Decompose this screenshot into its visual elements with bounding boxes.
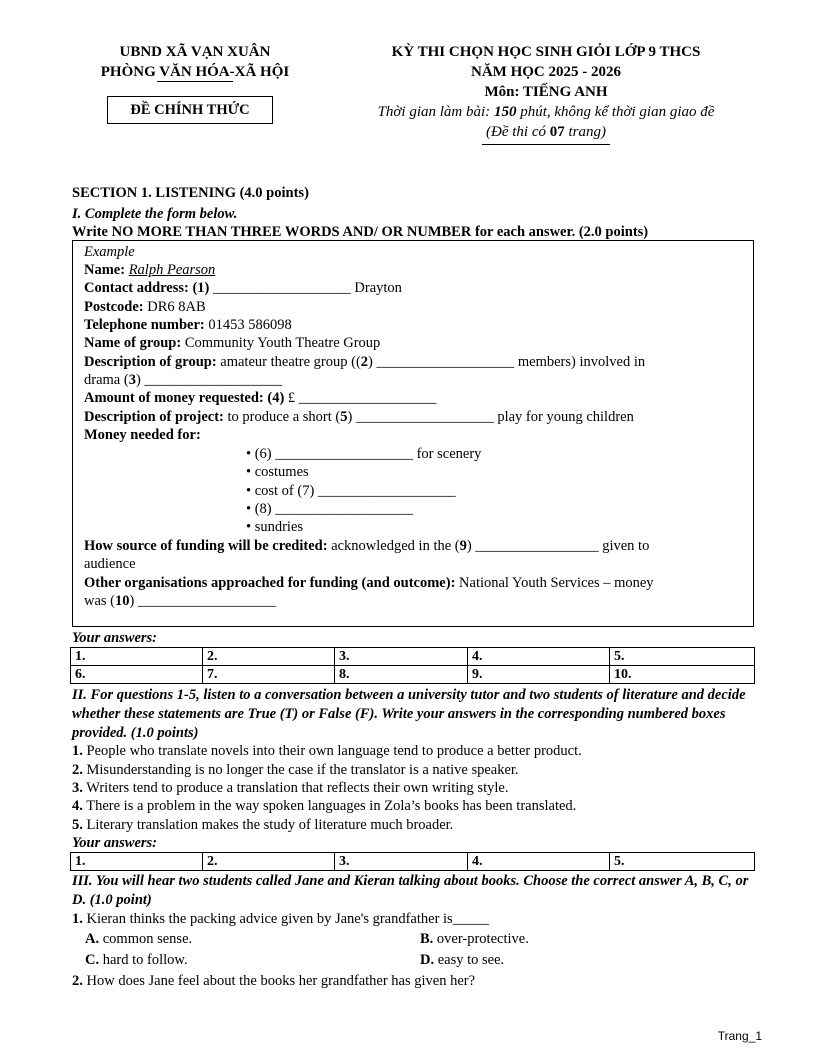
subject: Môn: TIẾNG ANH bbox=[484, 84, 608, 100]
form-name: Name: Ralph Pearson bbox=[84, 262, 216, 278]
answer-table-1 bbox=[70, 647, 755, 684]
needed-item: • costumes bbox=[246, 464, 309, 480]
form-postcode: Postcode: DR6 8AB bbox=[84, 299, 206, 315]
form-credit-cont: audience bbox=[84, 556, 136, 572]
form-other-cont: was (10) ___________________ bbox=[84, 593, 276, 609]
tf-statement: 3. Writers tend to produce a translation that reflects their own writing style. bbox=[72, 780, 509, 796]
part1-instruction: Write NO MORE THAN THREE WORDS AND/ OR NUMBER for each answer. (2.0 points) bbox=[72, 224, 649, 240]
answer-cell[interactable]: 5. bbox=[610, 648, 755, 666]
needed-item: • cost of (7) ___________________ bbox=[246, 483, 456, 499]
answer-cell[interactable]: 5. bbox=[610, 853, 755, 871]
form-contact: Contact address: (1) ___________________ Drayton bbox=[84, 280, 402, 296]
part1-title: I. Complete the form below. bbox=[72, 206, 238, 222]
answer-cell[interactable]: 10. bbox=[610, 666, 755, 684]
form-drama: drama (3) ___________________ bbox=[84, 372, 283, 388]
form-credit: How source of funding will be credited: acknowledged in the (9) _________________ given to bbox=[84, 538, 650, 554]
tf-statement: 2. Misunderstanding is no longer the case if the translator is a native speaker. bbox=[72, 762, 519, 778]
form-box bbox=[72, 240, 754, 627]
mc-question: 1. Kieran thinks the packing advice given by Jane's grandfather is_____ bbox=[72, 911, 489, 927]
authority-underline bbox=[157, 81, 233, 82]
authority-line-2: PHÒNG VĂN HÓA-XÃ HỘI bbox=[100, 64, 290, 80]
form-money-needed: Money needed for: bbox=[84, 427, 201, 443]
answer-table-2 bbox=[70, 852, 755, 871]
form-group-name: Name of group: Community Youth Theatre Group bbox=[84, 335, 381, 351]
part3-instruction: III. You will hear two students called Jane and Kieran talking about books. Choose the correct answer A, B, C, or D. (1.0 point) bbox=[72, 873, 749, 908]
mc-option-d[interactable]: D. easy to see. bbox=[420, 952, 505, 968]
your-answers-label-2: Your answers: bbox=[72, 835, 158, 851]
answer-cell[interactable]: 6. bbox=[71, 666, 203, 684]
form-group-description: Description of group: amateur theatre group ((2) ___________________ members) involved in bbox=[84, 354, 646, 370]
tf-statement: 4. There is a problem in the way spoken languages in Zola’s books has been translated. bbox=[72, 798, 577, 814]
answer-cell[interactable]: 3. bbox=[335, 648, 468, 666]
form-telephone: Telephone number: 01453 586098 bbox=[84, 317, 292, 333]
answer-cell[interactable]: 1. bbox=[71, 648, 203, 666]
official-stamp-box: ĐỀ CHÍNH THỨC bbox=[107, 96, 273, 124]
answer-cell[interactable]: 2. bbox=[203, 853, 335, 871]
mc-option-a[interactable]: A. common sense. bbox=[85, 931, 193, 947]
needed-item: • (8) ___________________ bbox=[246, 501, 413, 517]
needed-item: • sundries bbox=[246, 519, 304, 535]
answer-cell[interactable]: 4. bbox=[468, 648, 610, 666]
form-money: Amount of money requested: (4) £ ___________________ bbox=[84, 390, 437, 406]
form-project: Description of project: to produce a short (5) ___________________ play for young children bbox=[84, 409, 634, 425]
exam-title: KỲ THI CHỌN HỌC SINH GIỎI LỚP 9 THCS bbox=[391, 44, 701, 60]
needed-item: • (6) ___________________ for scenery bbox=[246, 446, 482, 462]
mc-question: 2. How does Jane feel about the books her grandfather has given her? bbox=[72, 973, 476, 989]
your-answers-label: Your answers: bbox=[72, 630, 158, 646]
issuing-authority bbox=[75, 42, 315, 82]
answer-cell[interactable]: 3. bbox=[335, 853, 468, 871]
tf-statement: 5. Literary translation makes the study of literature much broader. bbox=[72, 817, 454, 833]
form-other-orgs: Other organisations approached for funding (and outcome): National Youth Services – money bbox=[84, 575, 654, 591]
answer-cell[interactable]: 1. bbox=[71, 853, 203, 871]
answer-cell[interactable]: 7. bbox=[203, 666, 335, 684]
mc-option-b[interactable]: B. over-protective. bbox=[420, 931, 529, 947]
title-underline bbox=[482, 144, 610, 145]
authority-line-1: UBND XÃ VẠN XUÂN bbox=[119, 44, 271, 60]
answer-cell[interactable]: 8. bbox=[335, 666, 468, 684]
form-example: Example bbox=[84, 244, 135, 260]
answer-cell[interactable]: 9. bbox=[468, 666, 610, 684]
exam-duration: Thời gian làm bài: 150 phút, không kể thời gian giao đề bbox=[377, 104, 715, 120]
answer-cell[interactable]: 2. bbox=[203, 648, 335, 666]
section-title: SECTION 1. LISTENING (4.0 points) bbox=[72, 185, 309, 201]
mc-option-c[interactable]: C. hard to follow. bbox=[85, 952, 188, 968]
exam-title-block bbox=[340, 42, 752, 142]
tf-statement: 1. People who translate novels into their own language tend to produce a better product. bbox=[72, 743, 582, 759]
page-number: Trang_1 bbox=[717, 1029, 762, 1043]
answer-cell[interactable]: 4. bbox=[468, 853, 610, 871]
part2-instruction: II. For questions 1-5, listen to a conversation between a university tutor and two students of literature and decide whether these statements are True (T) or False (F). Write your answers in the corresponding numbered boxes provided. (1.0 points) bbox=[72, 687, 746, 741]
page-count: (Đề thi có 07 trang) bbox=[486, 124, 606, 140]
school-year: NĂM HỌC 2025 - 2026 bbox=[471, 64, 621, 80]
